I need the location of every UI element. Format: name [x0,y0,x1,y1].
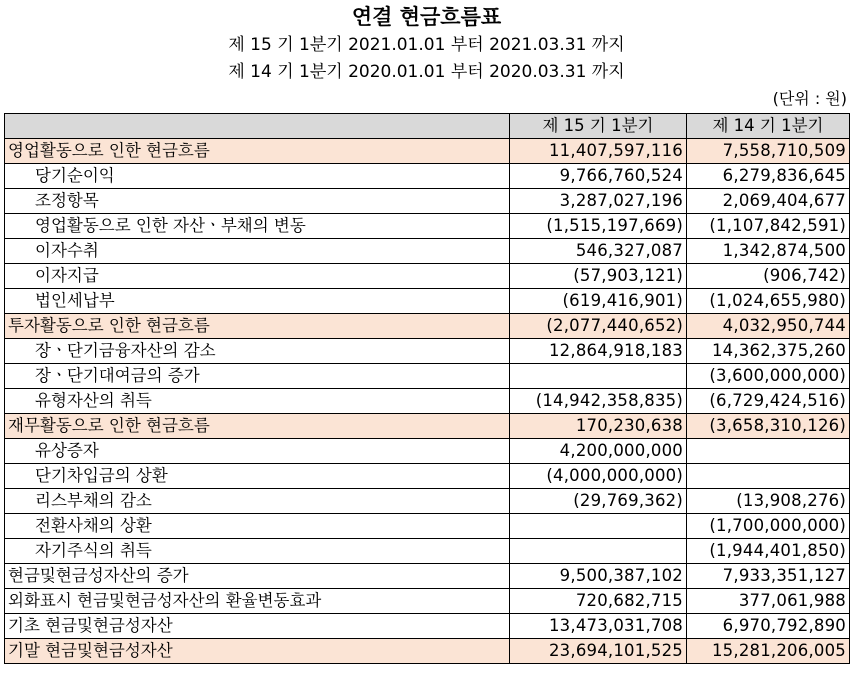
table-row [5,389,850,414]
table-row [5,564,850,589]
row-label: 리스부채의 감소 [5,489,510,514]
row-label: 당기순이익 [5,164,510,189]
row-label: 기말 현금및현금성자산 [5,639,510,664]
row-prior-value: (1,944,401,850) [687,539,850,564]
row-label: 자기주식의 취득 [5,539,510,564]
table-row-operating-total [5,139,850,164]
row-prior-value [687,464,850,489]
row-current-value: (29,769,362) [510,489,687,514]
row-current-value: 9,766,760,524 [510,164,687,189]
table-row [5,164,850,189]
row-prior-value: 15,281,206,005 [687,639,850,664]
row-prior-value: 14,362,375,260 [687,339,850,364]
row-label: 현금및현금성자산의 증가 [5,564,510,589]
row-prior-value: (1,700,000,000) [687,514,850,539]
row-current-value: 546,327,087 [510,239,687,264]
header-label-column [5,114,510,139]
table-row [5,239,850,264]
header-prior-period: 제 14 기 1분기 [687,114,850,139]
row-prior-value: (3,658,310,126) [687,414,850,439]
row-label: 조정항목 [5,189,510,214]
row-current-value: (2,077,440,652) [510,314,687,339]
row-current-value: (14,942,358,835) [510,389,687,414]
table-row-ending-cash [5,639,850,664]
row-current-value: 12,864,918,183 [510,339,687,364]
row-label: 투자활동으로 인한 현금흐름 [5,314,510,339]
table-row [5,339,850,364]
table-row [5,464,850,489]
row-label: 장ㆍ단기대여금의 증가 [5,364,510,389]
row-current-value: (4,000,000,000) [510,464,687,489]
row-current-value [510,364,687,389]
table-row [5,364,850,389]
row-label: 이자수취 [5,239,510,264]
table-row [5,214,850,239]
period-prior: 제 14 기 1분기 2020.01.01 부터 2020.03.31 까지 [228,62,625,82]
row-current-value: (57,903,121) [510,264,687,289]
row-label: 법인세납부 [5,289,510,314]
row-label: 영업활동으로 인한 자산ㆍ부채의 변동 [5,214,510,239]
table-header-row [5,114,850,139]
row-current-value: 3,287,027,196 [510,189,687,214]
row-prior-value: (13,908,276) [687,489,850,514]
table-row [5,589,850,614]
period-current: 제 15 기 1분기 2021.01.01 부터 2021.03.31 까지 [228,35,625,55]
table-row-financing-total [5,414,850,439]
row-label: 기초 현금및현금성자산 [5,614,510,639]
table-row [5,264,850,289]
row-label: 유상증자 [5,439,510,464]
row-current-value: 4,200,000,000 [510,439,687,464]
header-current-period: 제 15 기 1분기 [510,114,687,139]
row-prior-value: (1,024,655,980) [687,289,850,314]
row-prior-value: (3,600,000,000) [687,364,850,389]
row-prior-value: (906,742) [687,264,850,289]
row-prior-value: 2,069,404,677 [687,189,850,214]
row-label: 전환사채의 상환 [5,514,510,539]
row-current-value [510,539,687,564]
row-current-value: 720,682,715 [510,589,687,614]
row-prior-value: 1,342,874,500 [687,239,850,264]
row-label: 유형자산의 취득 [5,389,510,414]
cash-flow-table [4,113,850,664]
statement-title: 연결 현금흐름표 [351,5,502,29]
row-current-value: 23,694,101,525 [510,639,687,664]
row-label: 장ㆍ단기금융자산의 감소 [5,339,510,364]
row-current-value: (619,416,901) [510,289,687,314]
table-row-investing-total [5,314,850,339]
row-prior-value: 7,558,710,509 [687,139,850,164]
row-current-value: 9,500,387,102 [510,564,687,589]
row-label: 재무활동으로 인한 현금흐름 [5,414,510,439]
row-current-value: 13,473,031,708 [510,614,687,639]
row-prior-value: 377,061,988 [687,589,850,614]
row-prior-value: 7,933,351,127 [687,564,850,589]
row-prior-value: (6,729,424,516) [687,389,850,414]
row-prior-value: 6,970,792,890 [687,614,850,639]
row-prior-value: 4,032,950,744 [687,314,850,339]
row-prior-value: 6,279,836,645 [687,164,850,189]
row-label: 영업활동으로 인한 현금흐름 [5,139,510,164]
table-row [5,439,850,464]
table-row [5,489,850,514]
table-row [5,614,850,639]
row-prior-value [687,439,850,464]
table-row [5,189,850,214]
row-current-value: (1,515,197,669) [510,214,687,239]
row-current-value: 11,407,597,116 [510,139,687,164]
row-prior-value: (1,107,842,591) [687,214,850,239]
row-current-value: 170,230,638 [510,414,687,439]
row-current-value [510,514,687,539]
table-row [5,514,850,539]
row-label: 외화표시 현금및현금성자산의 환율변동효과 [5,589,510,614]
unit-label: (단위 : 원) [772,89,847,108]
row-label: 이자지급 [5,264,510,289]
row-label: 단기차입금의 상환 [5,464,510,489]
table-row [5,539,850,564]
table-row [5,289,850,314]
